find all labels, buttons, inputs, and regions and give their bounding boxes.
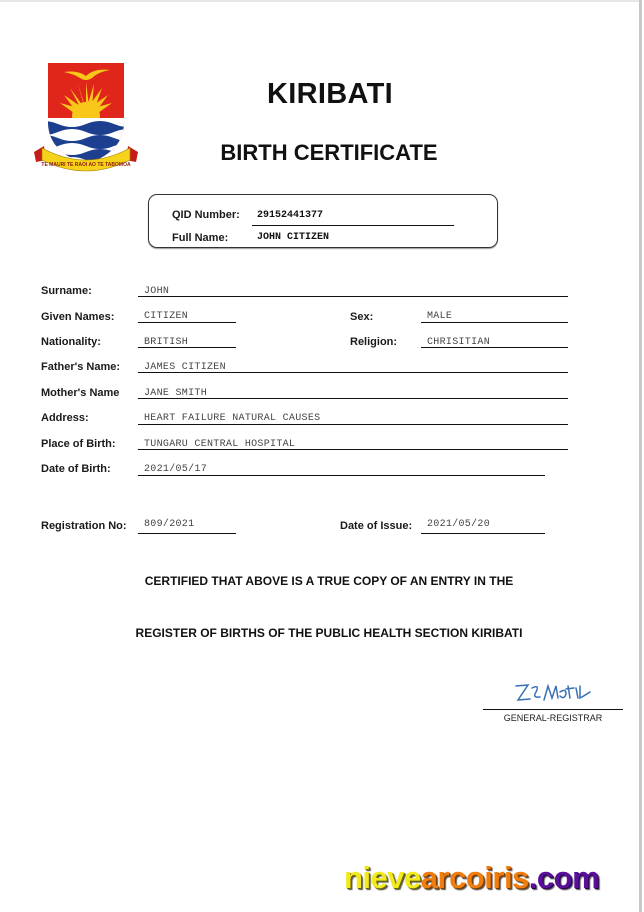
signature-line: [483, 709, 623, 710]
registration-no-label: Registration No:: [41, 520, 127, 532]
registration-no-value: 809/2021: [144, 519, 195, 530]
date-of-issue-value: 2021/05/20: [427, 519, 491, 530]
sex-label: Sex:: [350, 311, 374, 323]
kiribati-coat-of-arms-icon: [30, 60, 142, 178]
date-of-birth-label: Date of Birth:: [41, 463, 111, 475]
religion-label: Religion:: [350, 336, 398, 348]
watermark-part-1: nieve: [344, 860, 421, 895]
full-name-label: Full Name:: [172, 232, 229, 244]
registrar-title: GENERAL-REGISTRAR: [503, 713, 603, 723]
full-name-value: JOHN CITIZEN: [257, 232, 330, 243]
given-names-underline: [138, 322, 236, 323]
date-of-birth-value: 2021/05/17: [144, 464, 208, 475]
date-of-issue-underline: [421, 533, 545, 534]
country-title: KIRIBATI: [267, 78, 393, 110]
surname-underline: [138, 296, 568, 297]
father-name-label: Father's Name:: [41, 361, 121, 373]
page-right-edge: [639, 0, 642, 912]
given-names-value: CITIZEN: [144, 311, 189, 322]
watermark-part-3: .com: [528, 860, 600, 895]
certification-line-1: CERTIFIED THAT ABOVE IS A TRUE COPY OF AN ENTRY IN THE: [144, 574, 514, 588]
certification-line-2: REGISTER OF BIRTHS OF THE PUBLIC HEALTH SECTION KIRIBATI: [135, 626, 523, 640]
surname-label: Surname:: [41, 285, 92, 297]
registrar-signature-icon: [510, 680, 600, 706]
date-of-issue-label: Date of Issue:: [340, 520, 413, 532]
address-value: HEART FAILURE NATURAL CAUSES: [144, 413, 321, 424]
mother-name-value: JANE SMITH: [144, 388, 208, 399]
watermark-text: [344, 860, 599, 896]
place-of-birth-value: TUNGARU CENTRAL HOSPITAL: [144, 439, 296, 450]
surname-value: JOHN: [144, 286, 170, 297]
page-top-edge: [0, 0, 640, 2]
religion-value: CHRISITIAN: [427, 337, 491, 348]
address-label: Address:: [41, 412, 89, 424]
religion-underline: [421, 347, 568, 348]
sex-value: MALE: [427, 311, 453, 322]
address-underline: [138, 424, 568, 425]
place-of-birth-label: Place of Birth:: [41, 438, 116, 450]
mother-name-label: Mother's Name: [41, 387, 120, 399]
qid-label: QID Number:: [172, 209, 240, 221]
given-names-label: Given Names:: [41, 311, 115, 323]
sex-underline: [421, 322, 568, 323]
mother-name-underline: [138, 398, 568, 399]
nationality-underline: [138, 347, 236, 348]
father-name-underline: [138, 372, 568, 373]
document-title: BIRTH CERTIFICATE: [220, 140, 438, 165]
nationality-label: Nationality:: [41, 336, 101, 348]
nationality-value: BRITISH: [144, 337, 189, 348]
watermark-part-2: arcoiris: [420, 860, 529, 895]
qid-underline: [252, 225, 454, 226]
registration-no-underline: [138, 533, 236, 534]
qid-value: 29152441377: [257, 210, 324, 221]
date-of-birth-underline: [138, 475, 545, 476]
father-name-value: JAMES CITIZEN: [144, 362, 226, 373]
place-of-birth-underline: [138, 449, 568, 450]
svg-text:TE MAURI TE RAOI AO TE TABOMOA: TE MAURI TE RAOI AO TE TABOMOA: [41, 162, 131, 168]
